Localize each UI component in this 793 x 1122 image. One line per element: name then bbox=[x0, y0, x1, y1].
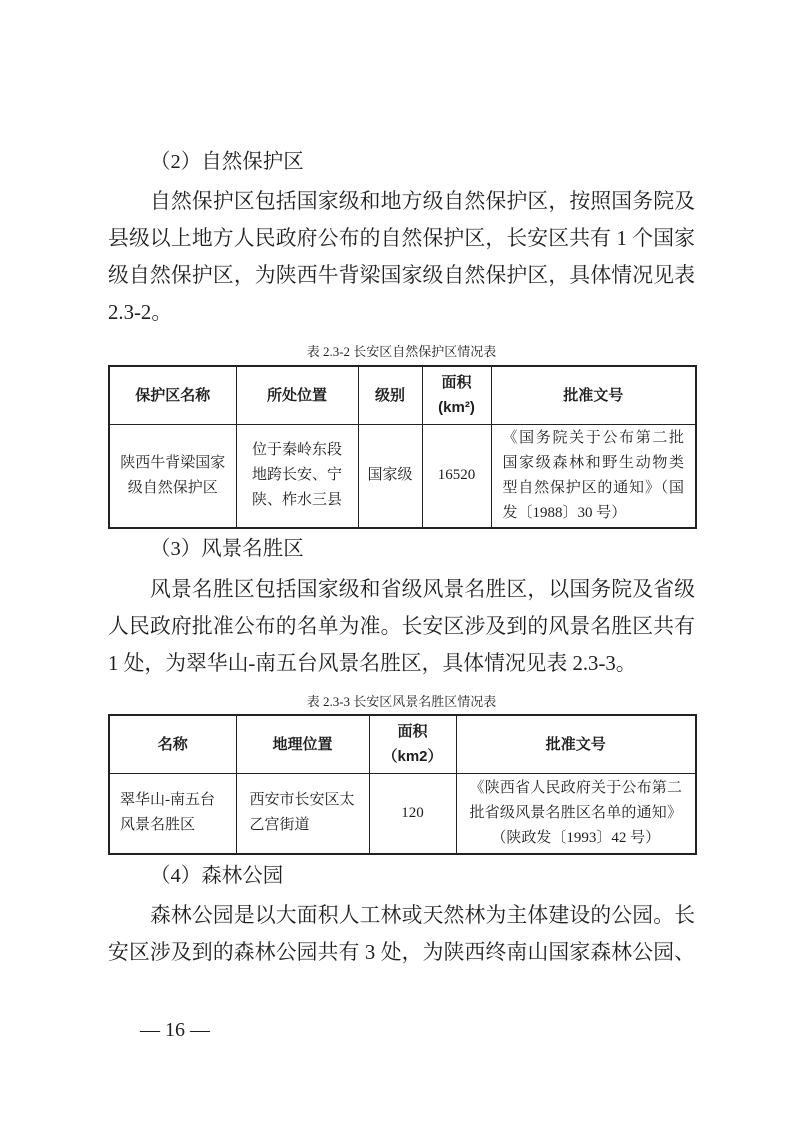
cell-line: 地跨长安、宁 bbox=[251, 467, 342, 484]
cell-line: 陕、柞水三县 bbox=[251, 492, 342, 509]
table-row bbox=[109, 773, 696, 854]
cell-approval bbox=[456, 773, 696, 854]
page-number: — 16 — bbox=[140, 1019, 210, 1041]
header-area bbox=[369, 715, 456, 773]
cell-area bbox=[422, 424, 491, 528]
paragraph-line: 人民政府批准公布的名单为准。长安区涉及到的风景名胜区共有 bbox=[108, 615, 695, 638]
paragraph-line: 1 处，为翠华山-南五台风景名胜区，具体情况见表 2.3-3。 bbox=[108, 652, 637, 675]
cell-line: 120 bbox=[401, 804, 424, 821]
header-label: 级别 bbox=[374, 386, 405, 404]
cell-line: 西安市长安区太 bbox=[249, 792, 355, 809]
paragraph-scenic-areas bbox=[108, 571, 695, 682]
cell-line: 位于秦岭东段 bbox=[251, 442, 342, 459]
cell-line: 级自然保护区 bbox=[127, 479, 218, 496]
header-label: 地理位置 bbox=[272, 735, 333, 753]
nature-reserve-table bbox=[108, 365, 697, 529]
header-location bbox=[236, 366, 358, 424]
cell-reserve-name bbox=[109, 424, 236, 528]
cell-location bbox=[236, 773, 369, 854]
header-area bbox=[422, 366, 491, 424]
cell-name bbox=[109, 773, 236, 854]
header-label: 所处位置 bbox=[266, 386, 327, 404]
header-label: 名称 bbox=[157, 735, 188, 753]
cell-line: 国家级 bbox=[367, 467, 413, 484]
header-label: 批准文号 bbox=[563, 386, 624, 404]
cell-line: 16520 bbox=[437, 467, 476, 484]
cell-line: 《陕西省人民政府关于公布第二 bbox=[469, 779, 682, 796]
header-label: 面积 bbox=[397, 723, 428, 741]
cell-level bbox=[358, 424, 422, 528]
cell-line: （陕政发〔1993〕42 号） bbox=[491, 829, 661, 846]
cell-line: 翠华山-南五台 bbox=[120, 792, 215, 809]
paragraph-line: 安区涉及到的森林公园共有 3 处，为陕西终南山国家森林公园、 bbox=[108, 941, 695, 964]
section-heading-nature-reserves: （2）自然保护区 bbox=[150, 151, 304, 173]
cell-location bbox=[236, 424, 358, 528]
header-location bbox=[236, 715, 369, 773]
cell-line: 《国务院关于公布第二批 bbox=[502, 429, 684, 446]
header-name bbox=[109, 715, 236, 773]
cell-line: 发〔1988〕30 号） bbox=[502, 504, 627, 521]
header-label: 批准文号 bbox=[545, 735, 606, 753]
table-caption: 表 2.3-3 长安区风景名胜区情况表 bbox=[306, 694, 497, 709]
table-header-row bbox=[109, 366, 696, 424]
header-unit: (km²) bbox=[438, 399, 475, 417]
paragraph-nature-reserves bbox=[108, 183, 695, 331]
cell-area bbox=[369, 773, 456, 854]
cell-line: 国家级森林和野生动物类 bbox=[502, 454, 684, 471]
table-caption: 表 2.3-2 长安区自然保护区情况表 bbox=[306, 344, 497, 359]
paragraph-line: 森林公园是以大面积人工林或天然林为主体建设的公园。长 bbox=[150, 904, 695, 927]
header-reserve-name bbox=[109, 366, 236, 424]
header-approval bbox=[456, 715, 696, 773]
cell-approval bbox=[491, 424, 696, 528]
cell-line: 陕西牛背梁国家 bbox=[120, 454, 226, 471]
scenic-area-table bbox=[108, 714, 697, 855]
cell-line: 型自然保护区的通知》（国 bbox=[502, 479, 684, 496]
header-unit: （km2） bbox=[382, 748, 443, 766]
cell-line: 乙宫街道 bbox=[249, 817, 310, 834]
paragraph-line: 风景名胜区包括国家级和省级风景名胜区，以国务院及省级 bbox=[150, 578, 695, 601]
table-header-row bbox=[109, 715, 696, 773]
section-heading-scenic-areas: （3）风景名胜区 bbox=[150, 538, 304, 560]
cell-line: 风景名胜区 bbox=[120, 817, 196, 834]
section-heading-forest-parks: （4）森林公园 bbox=[150, 865, 284, 887]
header-approval bbox=[491, 366, 696, 424]
paragraph-line: 自然保护区包括国家级和地方级自然保护区，按照国务院及 bbox=[150, 190, 695, 213]
table-row bbox=[109, 424, 696, 528]
cell-line: 批省级风景名胜区名单的通知》 bbox=[469, 804, 682, 821]
paragraph-line: 级自然保护区，为陕西牛背梁国家级自然保护区，具体情况见表 bbox=[108, 264, 695, 287]
header-label: 保护区名称 bbox=[135, 386, 211, 404]
paragraph-line: 2.3-2。 bbox=[108, 301, 173, 324]
paragraph-forest-parks bbox=[108, 897, 695, 971]
paragraph-line: 县级以上地方人民政府公布的自然保护区，长安区共有 1 个国家 bbox=[108, 227, 695, 250]
header-label: 面积 bbox=[441, 374, 472, 392]
header-level bbox=[358, 366, 422, 424]
